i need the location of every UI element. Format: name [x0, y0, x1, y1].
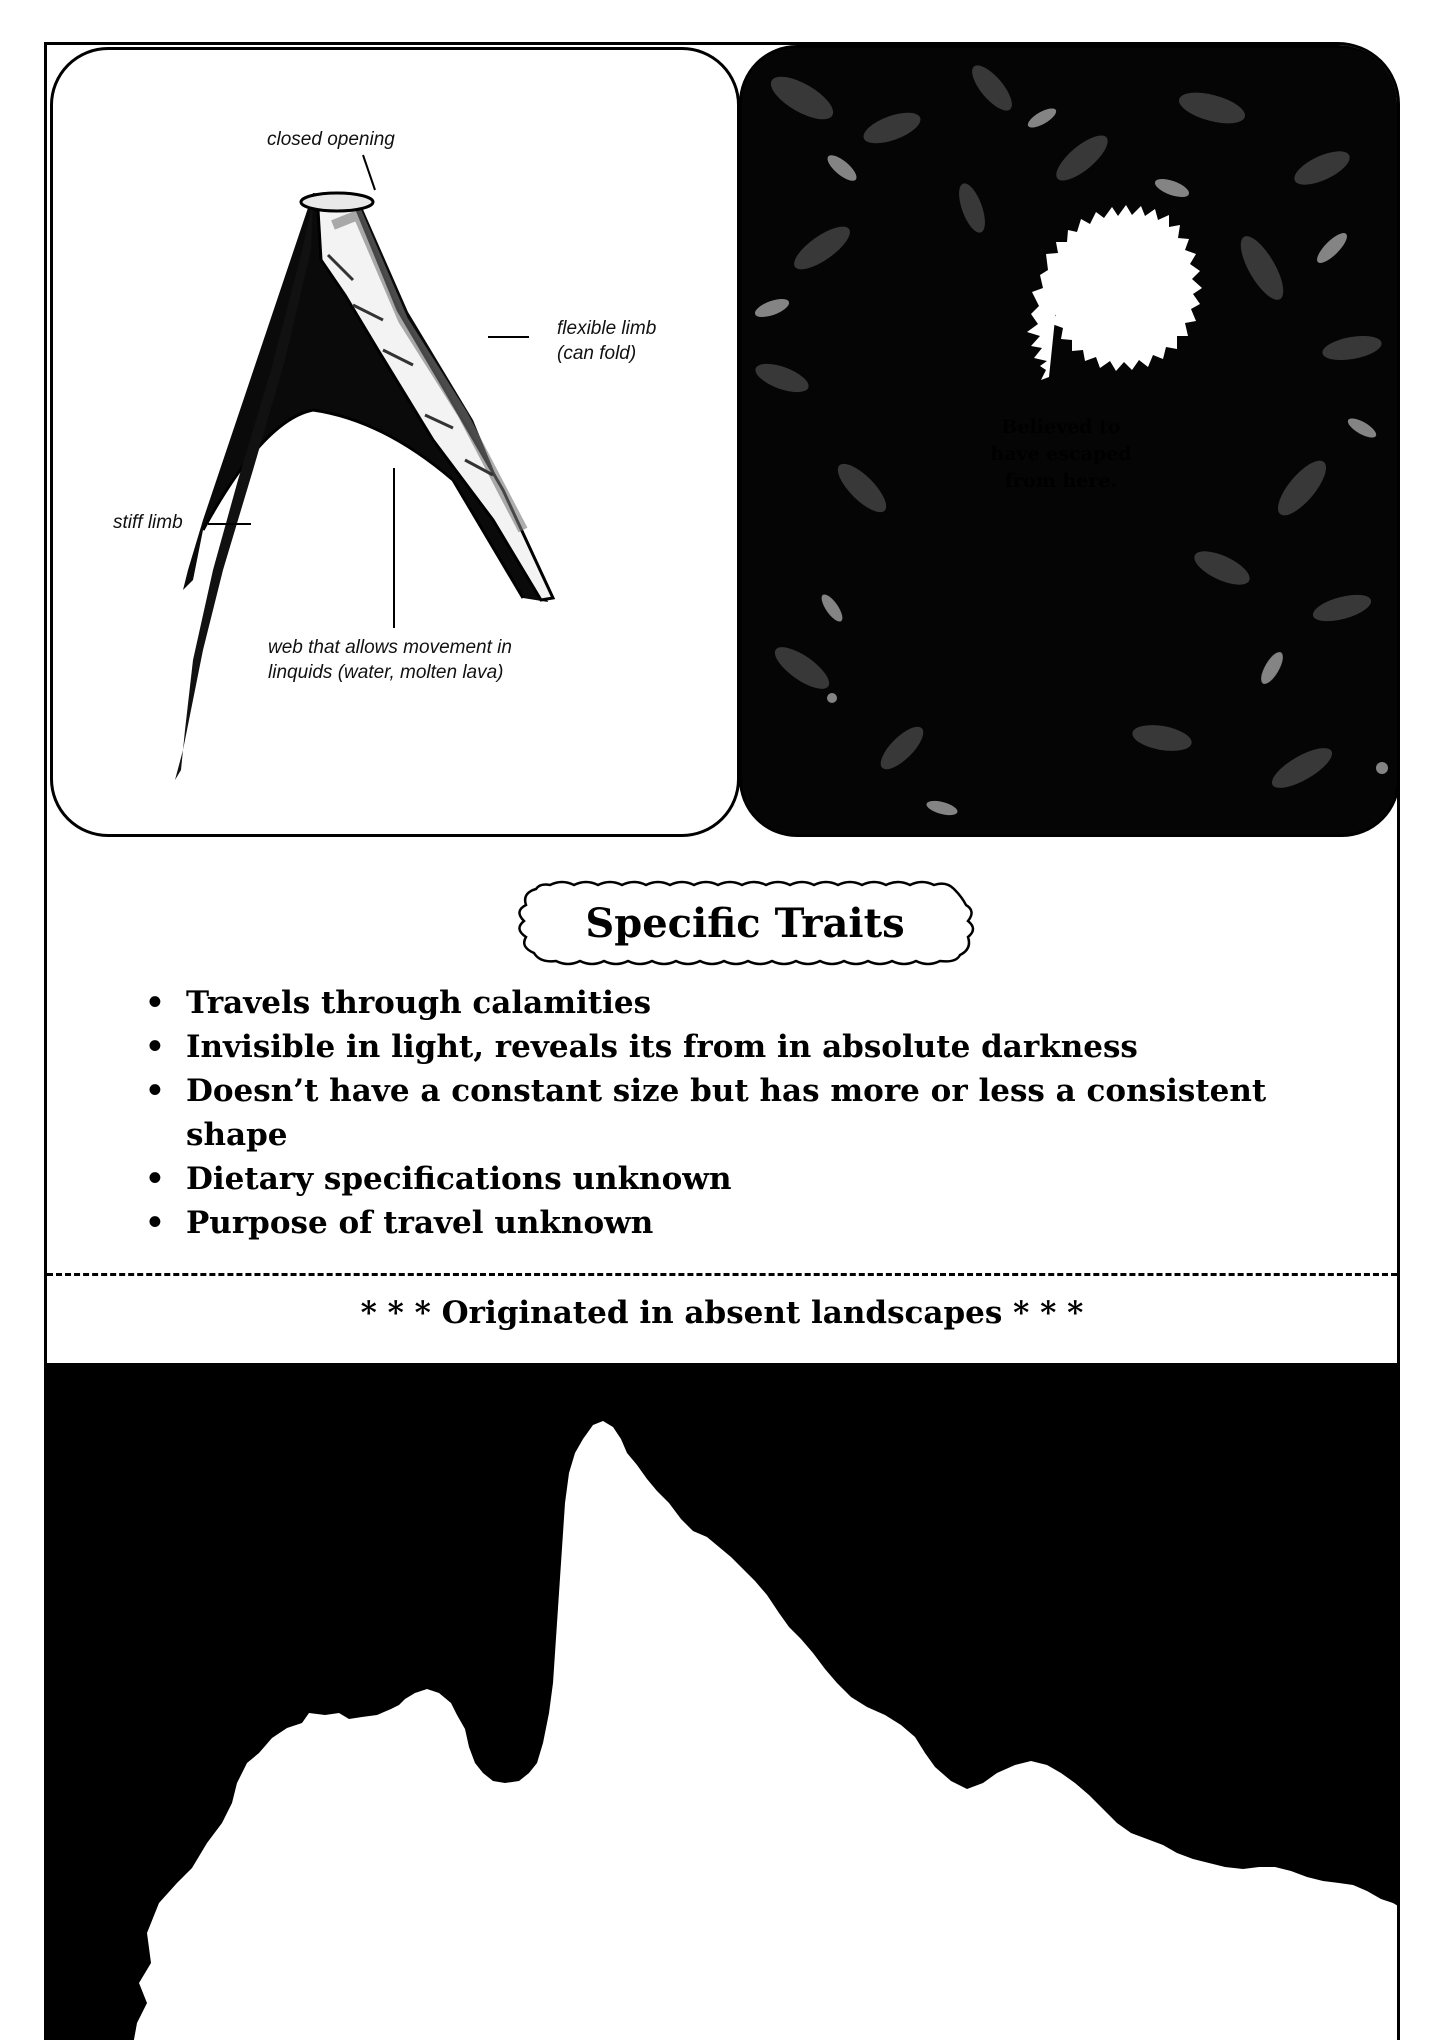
creature-drawing — [53, 50, 737, 834]
label-flexible-limb: flexible limb — [557, 318, 657, 339]
traits-list — [141, 981, 1301, 1245]
trait-item: • Invisible in light, reveals its from in absolute darkness — [141, 1025, 1301, 1069]
trait-item: • Travels through calamities — [141, 981, 1301, 1025]
origin-line: * * * Originated in absent landscapes * * * — [360, 1295, 1084, 1331]
bubble-caption — [981, 414, 1141, 495]
label-closed-opening: closed opening — [267, 129, 395, 150]
creature-diagram-panel — [50, 47, 740, 837]
trait-item: • Purpose of travel unknown — [141, 1201, 1301, 1245]
label-web-line-1: web that allows movement in — [268, 637, 512, 658]
trait-item: • Doesn’t have a constant size but has more or less a consistent shape — [141, 1069, 1276, 1157]
traits-title: Specific Traits — [585, 899, 905, 947]
trait-item: • Dietary specifications unknown — [141, 1157, 1301, 1201]
page-sheet — [44, 42, 1400, 2040]
label-web-line-2: linquids (water, molten lava) — [268, 662, 504, 683]
bubble-line: from here. — [1004, 470, 1118, 492]
dashed-divider — [47, 1273, 1397, 1276]
label-can-fold: (can fold) — [557, 343, 637, 364]
mountain-silhouette — [47, 1363, 1400, 2040]
bubble-line: have escaped — [990, 443, 1132, 465]
label-stiff-limb: stiff limb — [113, 512, 183, 533]
bubble-line: Believed to — [1001, 416, 1121, 438]
escape-photo-panel — [739, 45, 1400, 837]
traits-title-frame — [510, 875, 980, 971]
